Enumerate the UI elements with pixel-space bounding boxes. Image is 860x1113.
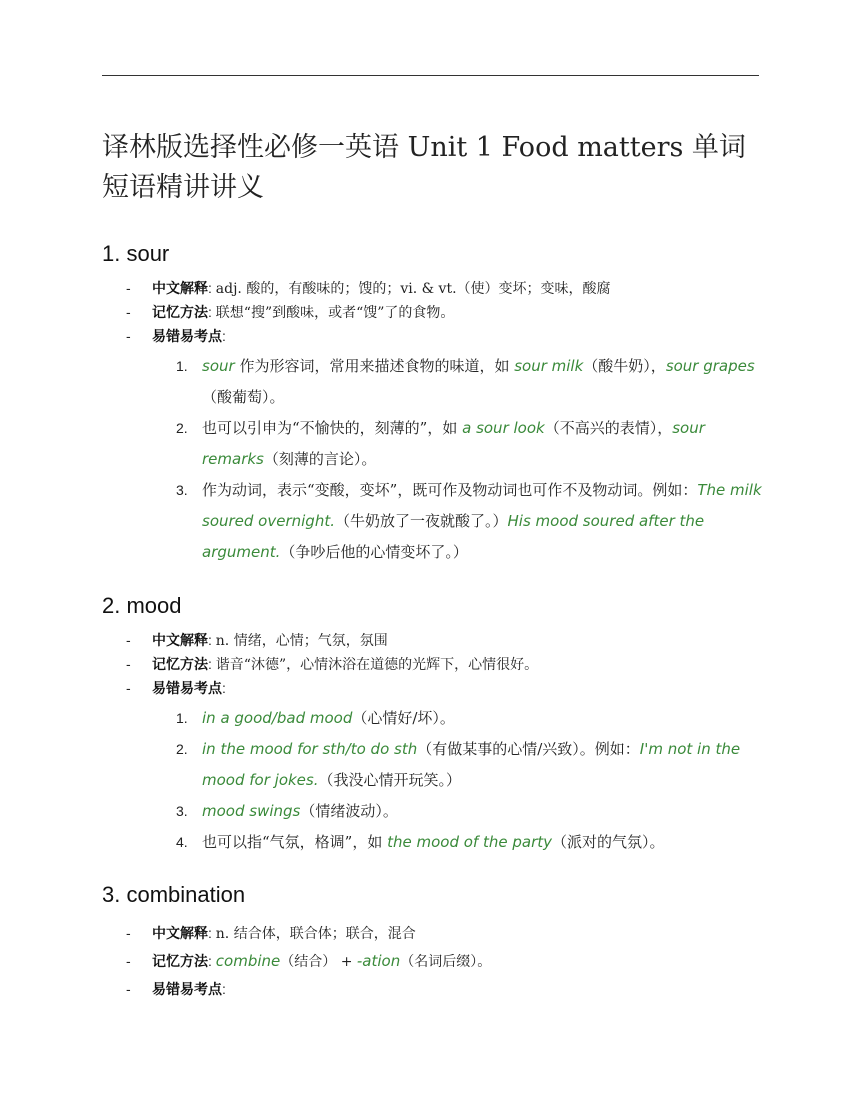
meaning-item: - 中文解释: adj. 酸的，有酸味的；馊的；vi. & vt.（使）变坏；变味，酸腐 (102, 277, 782, 301)
english-example: sour remarks (202, 419, 705, 468)
point-number: 3. (176, 803, 188, 819)
chinese-text: （酸牛奶）， (583, 357, 666, 375)
memory-text (216, 954, 491, 970)
memory-label: 记忆方法 (152, 656, 208, 672)
chinese-text: （心情好/坏）。 (352, 709, 455, 727)
chinese-text: （酸葡萄）。 (202, 388, 285, 406)
meaning-item: - 中文解释: n. 情绪，心情；气氛，氛围 (102, 629, 782, 653)
memory-item: - 记忆方法: combine（结合） + -ation（名词后缀）。 (102, 948, 782, 976)
chinese-text: 也可以引申为“不愉快的，刻薄的”，如 (202, 419, 463, 437)
chinese-text: （争吵后他的心情变坏了。） (280, 543, 468, 561)
point-item (102, 413, 762, 475)
memory-label: 记忆方法 (152, 953, 208, 969)
meaning-text: adj. 酸的，有酸味的；馊的；vi. & vt.（使）变坏；变味，酸腐 (215, 281, 611, 297)
points-item: - 易错易考点: (102, 677, 782, 701)
points-list (102, 351, 782, 568)
english-example: in a good/bad mood (202, 709, 353, 727)
chinese-text: 作为形容词，常用来描述食物的味道，如 (234, 357, 515, 375)
point-number: 4. (176, 834, 188, 850)
chinese-text: （名词后缀）。 (400, 954, 492, 970)
point-item (102, 475, 762, 568)
english-example: sour (202, 357, 235, 375)
chinese-text: （派对的气氛）。 (552, 833, 665, 851)
section-mood (102, 593, 782, 858)
section-combination (102, 882, 782, 1004)
chinese-text: （刻薄的言论）。 (263, 450, 377, 468)
english-example: in the mood for sth/to do sth (202, 740, 418, 758)
point-number: 1. (176, 358, 188, 374)
section-heading: 2. mood (102, 593, 182, 618)
points-label: 易错易考点 (152, 981, 222, 997)
point-number: 2. (176, 420, 188, 436)
meaning-item: - 中文解释: n. 结合体，联合体；联合，混合 (102, 920, 782, 948)
points-label: 易错易考点 (152, 680, 222, 696)
english-example: mood swings (202, 802, 301, 820)
meaning-text: n. 情绪，心情；气氛，氛围 (215, 633, 388, 649)
section-bullets (102, 277, 782, 349)
english-example: -ation (356, 952, 401, 970)
english-example: The milk soured overnight. (202, 481, 762, 530)
memory-text: 谐音“沐德”，心情沐浴在道德的光辉下，心情很好。 (215, 657, 539, 673)
chinese-text: （有做某事的心情/兴致）。例如： (417, 740, 640, 758)
points-item: - 易错易考点: (102, 325, 782, 349)
memory-item: - 记忆方法: 谐音“沐德”，心情沐浴在道德的光辉下，心情很好。 (102, 653, 782, 677)
point-number: 2. (176, 741, 188, 757)
english-example: sour milk (514, 357, 584, 375)
section-sour (102, 241, 782, 568)
english-example: a sour look (462, 419, 545, 437)
english-example: His mood soured after the argument. (202, 512, 705, 561)
chinese-text: （牛奶放了一夜就酸了。） (335, 512, 508, 530)
chinese-text: （不高兴的表情）， (544, 419, 673, 437)
chinese-text: （结合） + (280, 954, 357, 970)
document-title: 译林版选择性必修一英语 Unit 1 Food matters 单词短语精讲讲义 (102, 132, 746, 203)
point-item (102, 796, 762, 827)
point-item (102, 351, 762, 413)
memory-label: 记忆方法 (152, 304, 208, 320)
points-list (102, 703, 782, 858)
chinese-text: （情绪波动）。 (300, 802, 398, 820)
english-example: the mood of the party (387, 833, 552, 851)
memory-text: 联想“搜”到酸味，或者“馊”了的食物。 (215, 305, 455, 321)
points-item: - 易错易考点: (102, 976, 782, 1004)
header-rule (102, 75, 759, 76)
section-bullets (102, 920, 782, 1004)
chinese-text: 作为动词，表示“变酸，变坏”，既可作及物动词也可作不及物动词。例如： (202, 481, 698, 499)
section-heading: 3. combination (102, 882, 246, 907)
points-label: 易错易考点 (152, 328, 222, 344)
memory-item: - 记忆方法: 联想“搜”到酸味，或者“馊”了的食物。 (102, 301, 782, 325)
point-number: 3. (176, 482, 188, 498)
meaning-label: 中文解释 (152, 925, 208, 941)
english-example: combine (215, 952, 281, 970)
meaning-label: 中文解释 (152, 632, 208, 648)
section-heading: 1. sour (102, 241, 170, 266)
point-number: 1. (176, 710, 188, 726)
chinese-text: 也可以指“气氛，格调”，如 (202, 833, 388, 851)
english-example: I'm not in the mood for jokes. (202, 740, 741, 789)
point-item (102, 734, 762, 796)
section-bullets (102, 629, 782, 701)
meaning-text: n. 结合体，联合体；联合，混合 (215, 926, 416, 942)
point-item (102, 827, 762, 858)
chinese-text: （我没心情开玩笑。） (318, 771, 462, 789)
meaning-label: 中文解释 (152, 280, 208, 296)
point-item (102, 703, 762, 734)
english-example: sour grapes (665, 357, 755, 375)
